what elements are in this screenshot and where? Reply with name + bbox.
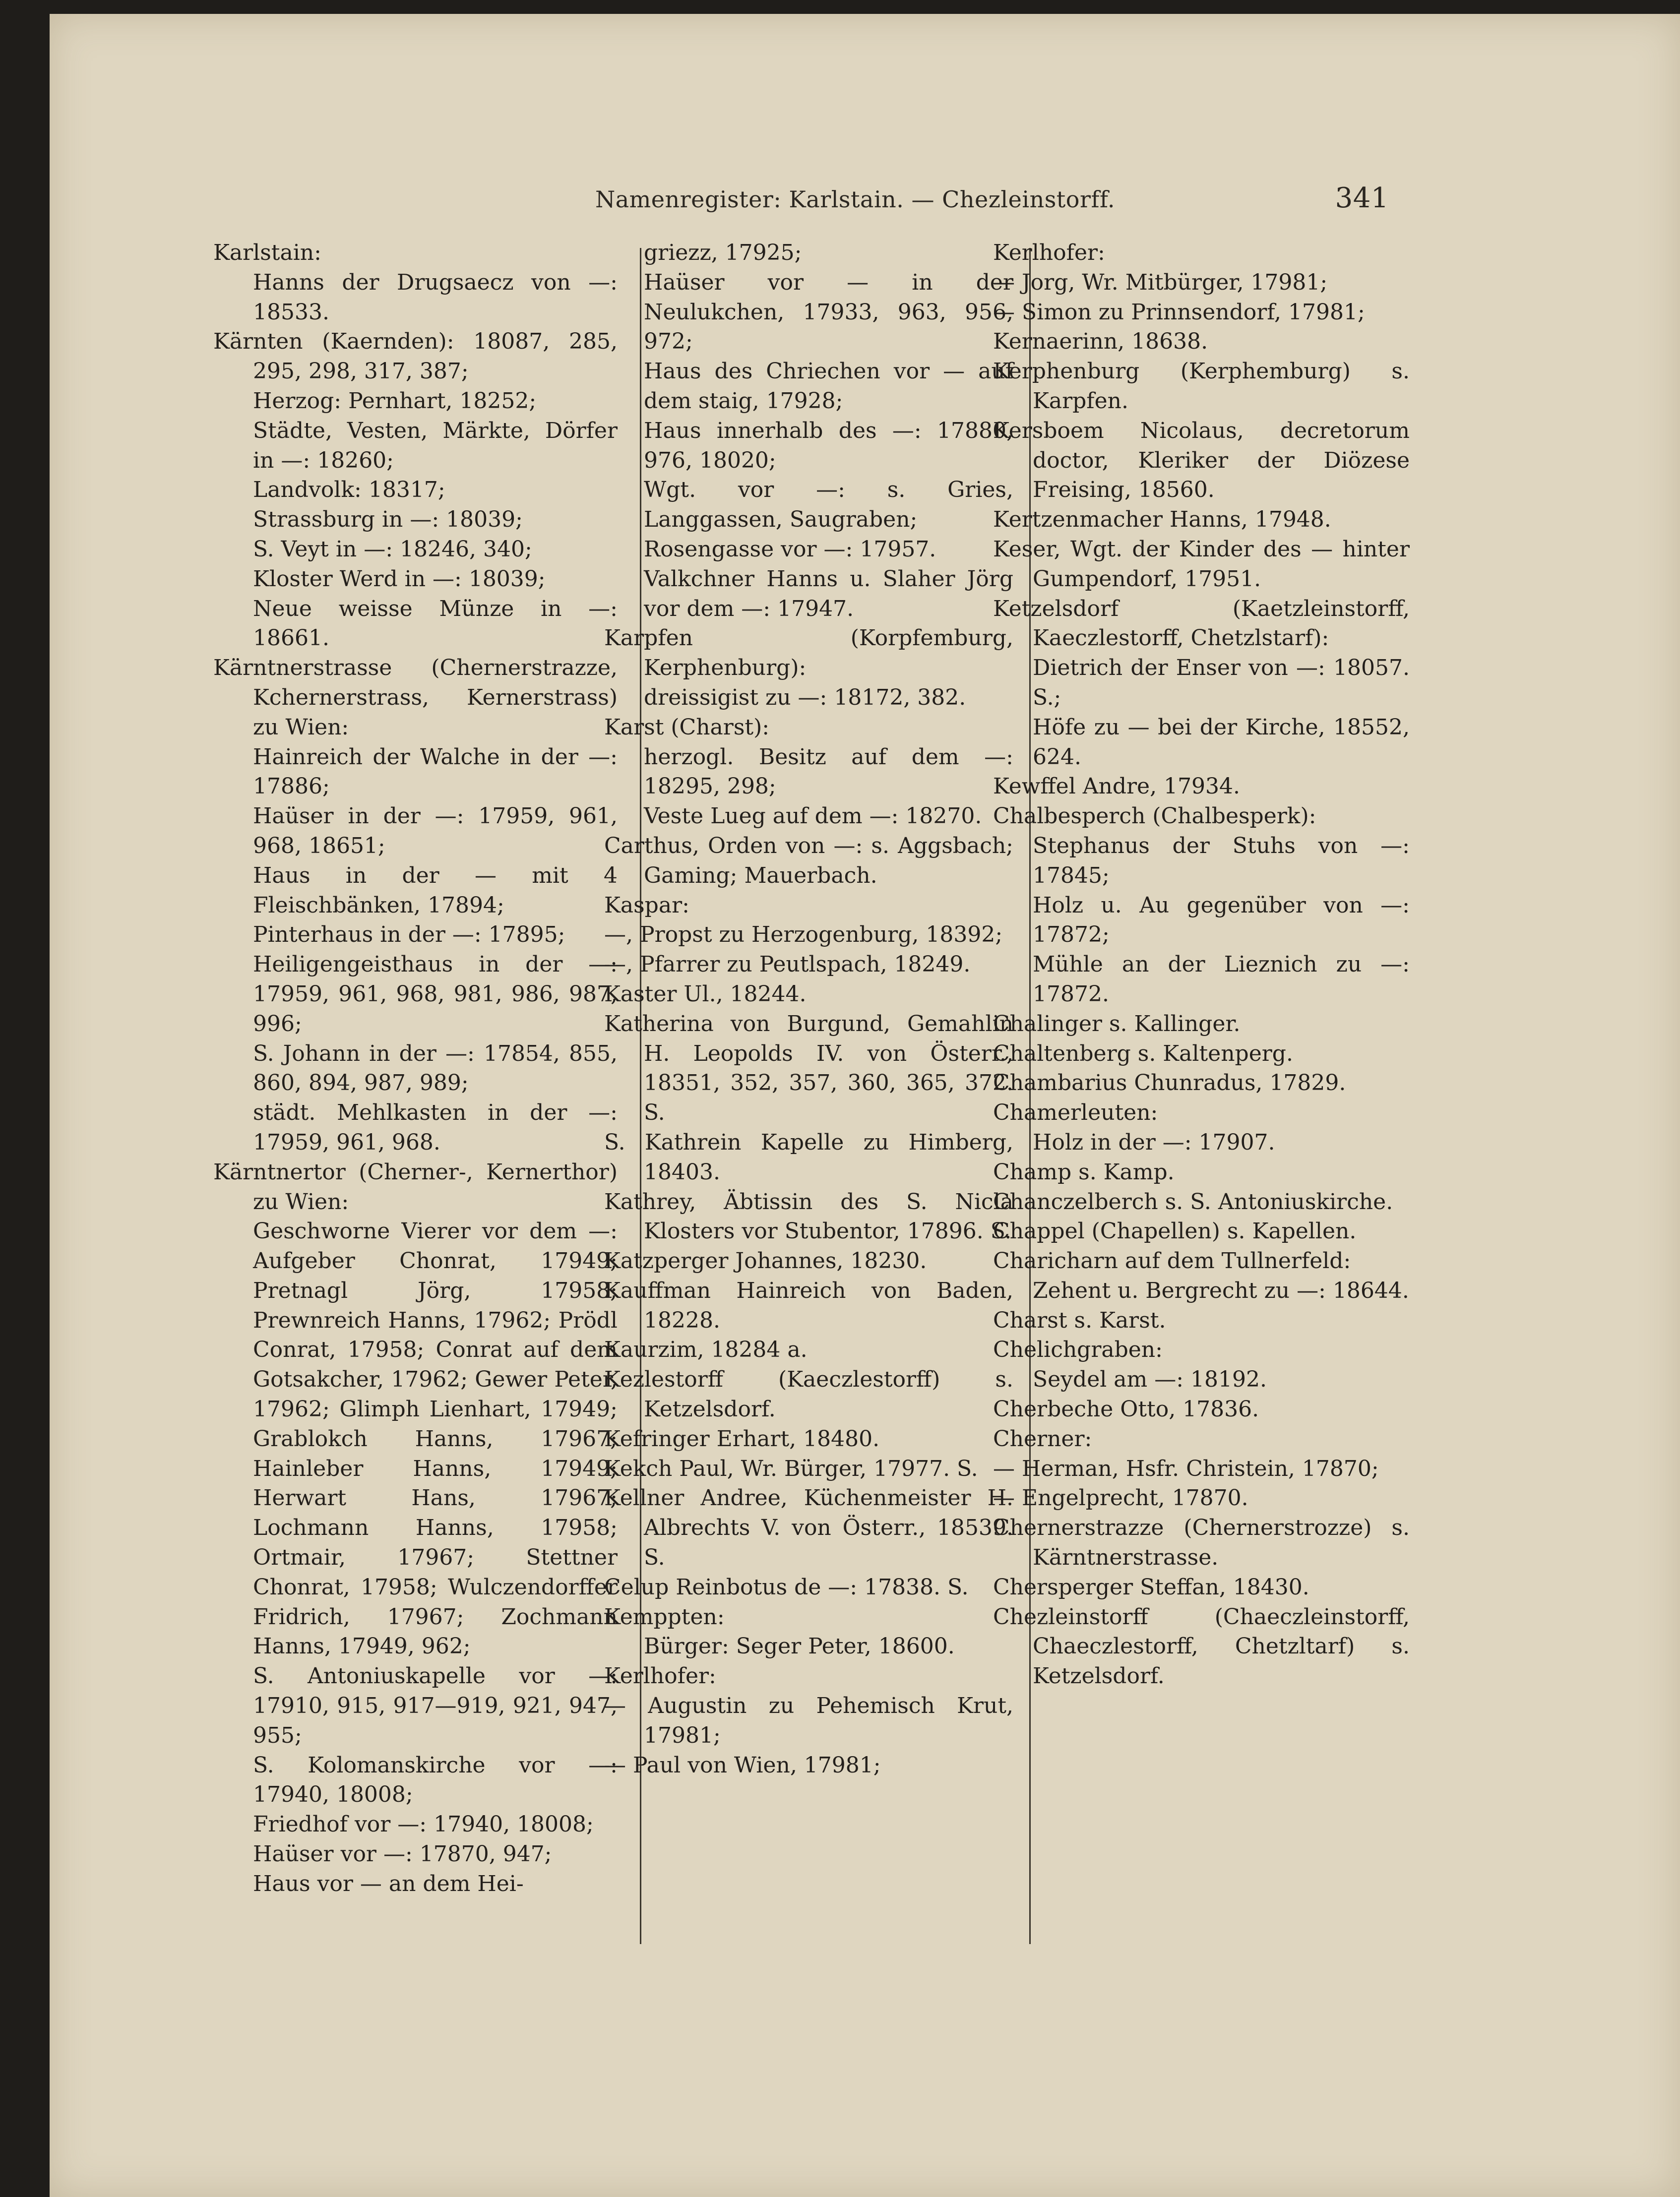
index-entry: Höfe zu — bei der Kirche, 18552, 624. bbox=[1033, 714, 1410, 770]
index-entry: Keser, Wgt. der Kinder des — hinter Gumpendorf, 17951. bbox=[993, 536, 1410, 592]
index-entry: Neue weisse Münze in —: 18661. bbox=[253, 596, 618, 651]
index-entry: Kersboem Nicolaus, decretorum doctor, Kleriker der Diözese Freising, 18560. bbox=[993, 418, 1410, 503]
index-entry: Katherina von Burgund, Gemahlin H. Leopolds IV. von Österr., 18351, 352, 357, 360, 365, 372. S. bbox=[604, 1011, 1013, 1126]
index-entry: S. Veyt in —: 18246, 340; bbox=[253, 536, 532, 562]
index-entry: Veste Lueg auf dem —: 18270. bbox=[644, 803, 982, 829]
index-entry: Heiligengeisthaus in der —: 17959, 961, 968, 981, 986, 987, 996; bbox=[253, 952, 618, 1037]
index-entry: Karst (Charst): bbox=[604, 714, 770, 740]
index-entry: herzogl. Besitz auf dem —: 18295, 298; bbox=[644, 744, 1013, 799]
index-entry: —, Propst zu Herzogenburg, 18392; bbox=[604, 922, 1003, 948]
index-entry: Kewffel Andre, 17934. bbox=[993, 774, 1241, 799]
index-entry: Haus vor — an dem Hei- bbox=[253, 1871, 524, 1896]
index-entry: Kertzenmacher Hanns, 17948. bbox=[993, 507, 1331, 533]
index-entry: Celup Reinbotus de —: 17838. S. bbox=[604, 1574, 969, 1600]
index-entry: Holz u. Au gegenüber von —: 17872; bbox=[1033, 892, 1410, 948]
index-entry: Kefringer Erhart, 18480. bbox=[604, 1426, 880, 1452]
index-entry: Kaster Ul., 18244. bbox=[604, 981, 807, 1007]
index-entry: Kezlestorff (Kaeczlestorff) s. Ketzelsdorf. bbox=[604, 1367, 1013, 1422]
index-entry: Kärntnerstrasse (Chernerstrazze, Kchernerstrass, Kernerstrass) zu Wien: bbox=[213, 655, 618, 740]
index-entry: Chernerstrazze (Chernerstrozze) s. Kärntnerstrasse. bbox=[993, 1515, 1410, 1571]
index-entry: Haus des Chriechen vor — auf dem staig, 17928; bbox=[644, 359, 1013, 414]
index-entry: Kloster Werd in —: 18039; bbox=[253, 566, 546, 592]
index-entry: — Simon zu Prinnsendorf, 17981; bbox=[993, 299, 1365, 325]
index-entry: S. Kathrein Kapelle zu Himberg, 18403. bbox=[604, 1129, 1013, 1185]
index-entry: Chersperger Steffan, 18430. bbox=[993, 1574, 1309, 1600]
index-entry: Kellner Andree, Küchenmeister H. Albrechts V. von Österr., 18539. S. bbox=[604, 1485, 1013, 1571]
index-entry: Landvolk: 18317; bbox=[253, 477, 445, 503]
index-entry: Champ s. Kamp. bbox=[993, 1159, 1175, 1185]
index-entry: —, Pfarrer zu Peutlspach, 18249. bbox=[604, 952, 971, 977]
index-entry: S. Johann in der —: 17854, 855, 860, 894, 987, 989; bbox=[253, 1040, 618, 1096]
index-entry: Hanns der Drugsaecz von —: 18533. bbox=[253, 269, 618, 325]
index-entry: Kärntnertor (Cherner-, Kernerthor) zu Wien: bbox=[213, 1159, 618, 1215]
index-entry: Kerlhofer: bbox=[604, 1663, 716, 1689]
index-entry: Seydel am —: 18192. bbox=[1033, 1367, 1267, 1393]
index-entry: S. Kolomanskirche vor —: 17940, 18008; bbox=[253, 1752, 618, 1808]
index-entry: Städte, Vesten, Märkte, Dörfer in —: 18260; bbox=[253, 418, 618, 473]
index-entry: S. Antoniuskapelle vor —: 17910, 915, 917—919, 921, 947, 955; bbox=[253, 1663, 618, 1748]
index-entry: Strassburg in —: 18039; bbox=[253, 507, 523, 533]
index-entry: Cherbeche Otto, 17836. bbox=[993, 1397, 1259, 1422]
index-entry: Chappel (Chapellen) s. Kapellen. bbox=[993, 1219, 1357, 1244]
index-entry: dreissigist zu —: 18172, 382. bbox=[644, 684, 966, 710]
index-entry: — Jorg, Wr. Mitbürger, 17981; bbox=[993, 269, 1328, 295]
index-entry: Kemppten: bbox=[604, 1604, 725, 1630]
column-3 bbox=[993, 238, 1410, 1691]
index-entry: Kerlhofer: bbox=[993, 240, 1105, 265]
index-entry: Friedhof vor —: 17940, 18008; bbox=[253, 1812, 594, 1837]
index-entry: Herzog: Pernhart, 18252; bbox=[253, 388, 537, 414]
index-entry: Chamerleuten: bbox=[993, 1100, 1158, 1126]
running-title: Namenregister: Karlstain. — Chezleinstorff. bbox=[595, 186, 1116, 213]
index-entry: Haus in der — mit 4 Fleischbänken, 17894; bbox=[253, 862, 618, 918]
index-entry: städt. Mehlkasten in der —: 17959, 961, 968. bbox=[253, 1100, 618, 1155]
column-2 bbox=[604, 238, 1013, 1780]
index-entry: Ketzelsdorf (Kaetzleinstorff, Kaeczlestorff, Chetzlstarf): bbox=[993, 596, 1410, 651]
index-entry: Kauffman Hainreich von Baden, 18228. bbox=[604, 1278, 1013, 1333]
index-entry: — Paul von Wien, 17981; bbox=[604, 1752, 881, 1778]
index-entry: Pinterhaus in der —: 17895; bbox=[253, 922, 565, 948]
index-entry: Chambarius Chunradus, 17829. bbox=[993, 1070, 1346, 1096]
index-entry: Valkchner Hanns u. Slaher Jörg vor dem —: 17947. bbox=[644, 566, 1013, 621]
index-entry: Chalbesperch (Chalbesperk): bbox=[993, 803, 1316, 829]
index-entry: Kärnten (Kaernden): 18087, 285, 295, 298, 317, 387; bbox=[213, 329, 618, 384]
index-entry: Haüser vor —: 17870, 947; bbox=[253, 1841, 552, 1867]
index-entry: Rosengasse vor —: 17957. bbox=[644, 536, 936, 562]
index-entry: — Augustin zu Pehemisch Krut, 17981; bbox=[604, 1693, 1013, 1748]
index-entry: Mühle an der Lieznich zu —: 17872. bbox=[1033, 952, 1410, 1007]
index-entry: — Engelprecht, 17870. bbox=[993, 1485, 1248, 1511]
index-entry: Stephanus der Stuhs von —: 17845; bbox=[1033, 833, 1410, 888]
index-entry: Chaltenberg s. Kaltenperg. bbox=[993, 1040, 1293, 1066]
index-entry: Karpfen (Korpfemburg, Kerphenburg): bbox=[604, 625, 1013, 681]
index-entry: Chanczelberch s. S. Antoniuskirche. bbox=[993, 1189, 1393, 1215]
index-entry: Bürger: Seger Peter, 18600. bbox=[644, 1634, 955, 1659]
index-entry: Dietrich der Enser von —: 18057. S.; bbox=[1033, 655, 1410, 710]
index-entry: Zehent u. Bergrecht zu —: 18644. bbox=[1033, 1278, 1409, 1303]
index-entry: Kaurzim, 18284 a. bbox=[604, 1337, 808, 1363]
index-entry: Kekch Paul, Wr. Bürger, 17977. S. bbox=[604, 1456, 978, 1481]
column-1 bbox=[213, 238, 618, 1899]
index-entry: Charicharn auf dem Tullnerfeld: bbox=[993, 1248, 1351, 1274]
page-number: 341 bbox=[1335, 182, 1389, 214]
index-entry: Katzperger Johannes, 18230. bbox=[604, 1248, 927, 1274]
index-entry: Hainreich der Walche in der —: 17886; bbox=[253, 744, 618, 799]
index-entry: Wgt. vor —: s. Gries, Langgassen, Saugraben; bbox=[644, 477, 1013, 533]
index-entry: Holz in der —: 17907. bbox=[1033, 1129, 1275, 1155]
index-entry: Kaspar: bbox=[604, 892, 689, 918]
index-entry: Chezleinstorff (Chaeczleinstorff, Chaeczlestorff, Chetzltarf) s. Ketzelsdorf. bbox=[993, 1604, 1410, 1689]
index-entry: — Herman, Hsfr. Christein, 17870; bbox=[993, 1456, 1379, 1481]
index-entry: Kathrey, Äbtissin des S. Nicla Klosters vor Stubentor, 17896. S. bbox=[604, 1189, 1013, 1244]
index-entry: Charst s. Karst. bbox=[993, 1307, 1166, 1333]
index-entry: Geschworne Vierer vor dem —: Aufgeber Chonrat, 17949; Pretnagl Jörg, 17958; Prewnreich Hanns, 17962; Prödl Conrat, 17958; Conrat auf dem Gotsakcher, 17962; Gewer Peter, 17962; Glimph Lienhart, 17949; Grablokch Hanns, 17967; Hainleber Hanns, 17949; Herwart Hans, 17967; Lochmann Hanns, 17958; Ortmair, 17967; Stettner Chonrat, 17958; Wulczendorffer Fridrich, 17967; Zochmann Hanns, 17949, 962; bbox=[253, 1219, 618, 1659]
index-entry: Carthus, Orden von —: s. Aggsbach; Gaming; Mauerbach. bbox=[604, 833, 1013, 888]
index-entry: Karlstain: bbox=[213, 240, 321, 265]
index-entry: griezz, 17925; bbox=[644, 240, 802, 265]
index-entry: Cherner: bbox=[993, 1426, 1092, 1452]
index-entry: Haüser vor — in der Neulukchen, 17933, 963, 956, 972; bbox=[644, 269, 1013, 355]
index-entry: Chalinger s. Kallinger. bbox=[993, 1011, 1241, 1037]
index-entry: Chelichgraben: bbox=[993, 1337, 1163, 1363]
index-entry: Kernaerinn, 18638. bbox=[993, 329, 1208, 355]
page-header bbox=[546, 171, 1389, 231]
index-entry: Haüser in der —: 17959, 961, 968, 18651; bbox=[253, 803, 618, 858]
index-entry: Haus innerhalb des —: 17880, 976, 18020; bbox=[644, 418, 1013, 473]
index-entry: Kerphenburg (Kerphemburg) s. Karpfen. bbox=[993, 359, 1410, 414]
